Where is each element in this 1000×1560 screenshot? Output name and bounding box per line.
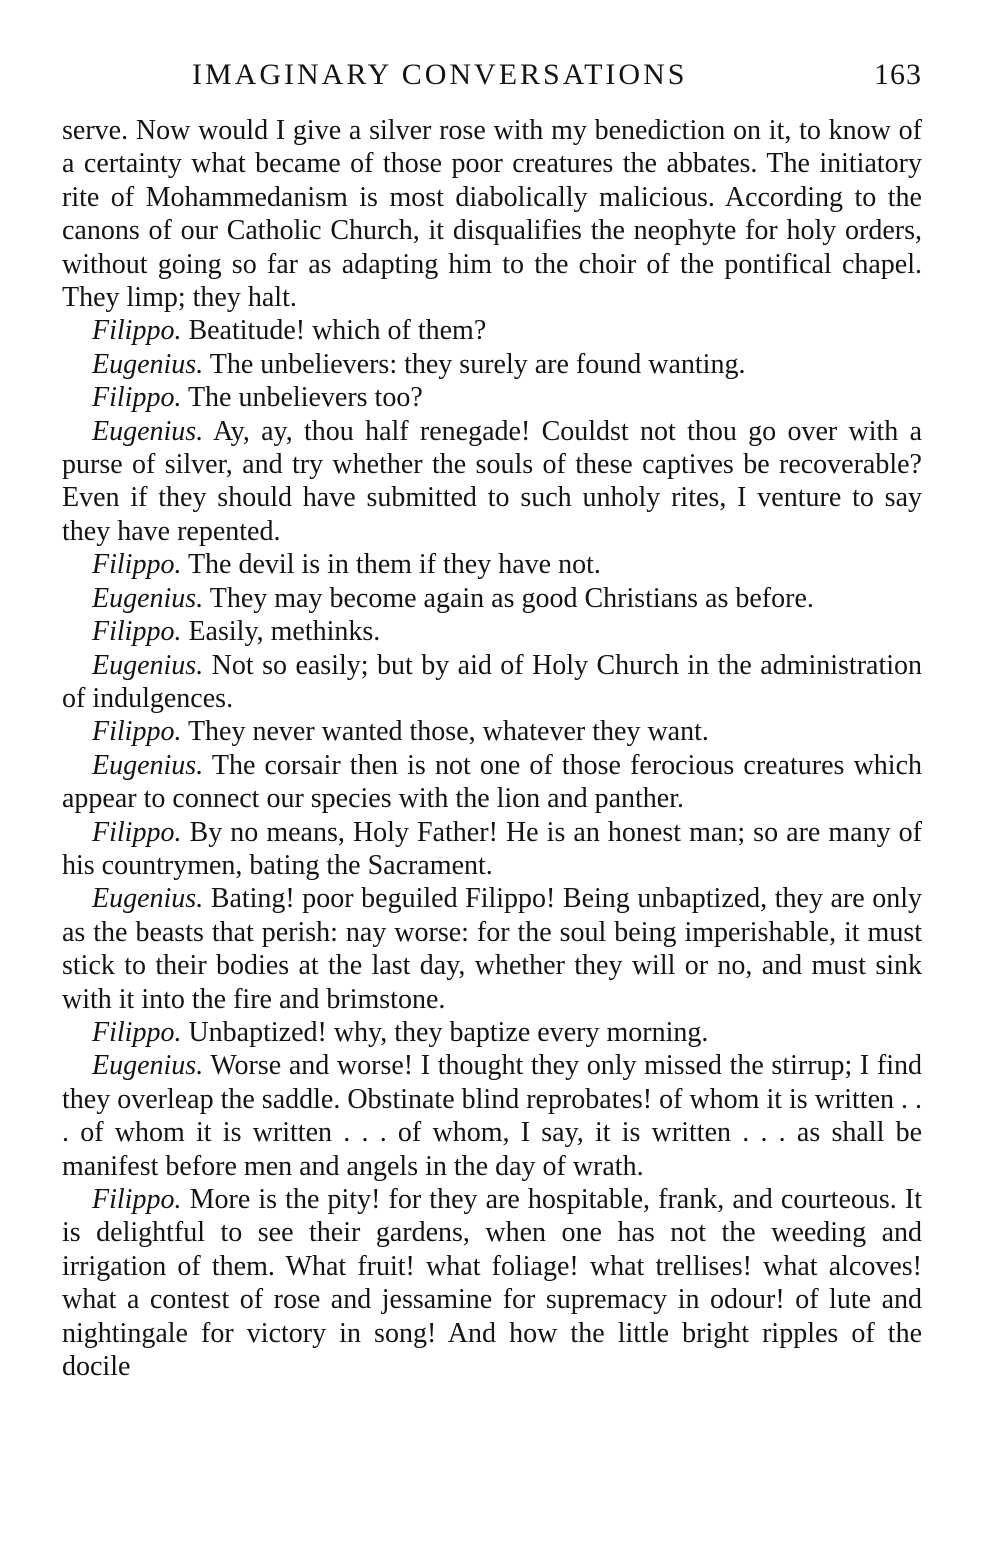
- speaker-name: Eugenius.: [92, 348, 204, 380]
- speech-text: Not so easily; but by aid of Holy Church in the administration of indulgences.: [62, 649, 923, 714]
- speech-text: They may become again as good Christians as before.: [209, 582, 814, 614]
- speech: [62, 381, 922, 414]
- paragraph: [62, 114, 922, 314]
- speaker-name: Filippo.: [92, 549, 182, 581]
- speech-text: The devil is in them if they have not.: [187, 549, 601, 581]
- speech-text: Unbaptized! why, they baptize every morning.: [188, 1016, 709, 1048]
- speech: [62, 348, 922, 381]
- speaker-name: Eugenius.: [92, 649, 204, 681]
- paragraph-text: serve. Now would I give a silver rose with my benediction on it, to know of a certainty what became of those poor creatures the abbates. The initiatory rite of Mohammedanism is most diabolically malicious. According to the canons of our Catholic Church, it disqualifies the neophyte for holy orders, without going so far as adapting him to the choir of the pontifical chapel. They limp; they halt.: [62, 115, 922, 314]
- speech: [62, 649, 922, 716]
- page-number: 163: [874, 58, 922, 91]
- speaker-name: Eugenius.: [92, 749, 204, 781]
- speech-text: By no means, Holy Father! He is an honest man; so are many of his countrymen, bating the Sacrament.: [62, 816, 923, 881]
- speech-text: They never wanted those, whatever they want.: [187, 716, 709, 748]
- speech-text: Bating! poor beguiled Filippo! Being unbaptized, they are only as the beasts that perish: nay worse: for the soul being imperishable, it must stick to their bodies at the last day, whether they will or no, and must sink with it into the fire and brimstone.: [62, 883, 922, 1015]
- speech: [62, 715, 922, 748]
- speech: [62, 548, 922, 581]
- speaker-name: Eugenius.: [92, 1050, 204, 1082]
- speech-text: Ay, ay, thou half renegade! Couldst not thou go over with a purse of silver, and try whether the souls of these captives be recoverable? Even if they should have submitted to such unholy rites, I venture to say they have repented.: [62, 415, 922, 547]
- running-title: IMAGINARY CONVERSATIONS: [192, 58, 688, 91]
- speaker-name: Filippo.: [92, 1016, 182, 1048]
- speaker-name: Filippo.: [92, 1184, 182, 1215]
- speech-text: More is the pity! for they are hospitable, frank, and courteous. It is delightful to see their gardens, when one has not the weeding and irrigation of them. What fruit! what foliage! what trellises! what alcoves! what a contest of rose and jessamine for supremacy in odour! of lute and nightingale for victory in song! And how the little bright ripples of the docile: [62, 1184, 922, 1383]
- speaker-name: Filippo.: [92, 716, 182, 748]
- body-text: [62, 114, 922, 1383]
- speaker-name: Filippo.: [92, 315, 182, 347]
- speech: [62, 615, 922, 648]
- speech-text: The corsair then is not one of those ferocious creatures which appear to connect our species with the lion and panther.: [62, 749, 922, 815]
- speech-text: Beatitude! which of them?: [188, 315, 487, 347]
- speaker-name: Eugenius.: [92, 415, 204, 447]
- speaker-name: Filippo.: [92, 382, 182, 414]
- running-head: [62, 58, 922, 98]
- speech: [62, 582, 922, 615]
- speech: [62, 314, 922, 347]
- speech-text: The unbelievers: they surely are found wanting.: [209, 348, 746, 380]
- speech-text: Worse and worse! I thought they only missed the stirrup; I find they overleap the saddle. Obstinate blind reprobates! of whom it is written . . . of whom it is written . . . of whom, I say, it is written . . . as shall be manifest before men and angels in the day of wrath.: [62, 1050, 923, 1182]
- speech: [62, 749, 922, 816]
- book-page: [62, 58, 922, 1383]
- speech: [62, 1049, 922, 1183]
- speech: [62, 1016, 922, 1049]
- speech: [62, 882, 922, 1016]
- speaker-name: Eugenius.: [92, 883, 204, 915]
- speaker-name: Filippo.: [92, 616, 182, 648]
- speech: [62, 1183, 922, 1383]
- speech: [62, 415, 922, 549]
- speech: [62, 816, 922, 883]
- speech-text: Easily, methinks.: [188, 616, 381, 648]
- speaker-name: Eugenius.: [92, 582, 204, 614]
- speaker-name: Filippo.: [92, 816, 182, 848]
- speech-text: The unbelievers too?: [187, 382, 423, 414]
